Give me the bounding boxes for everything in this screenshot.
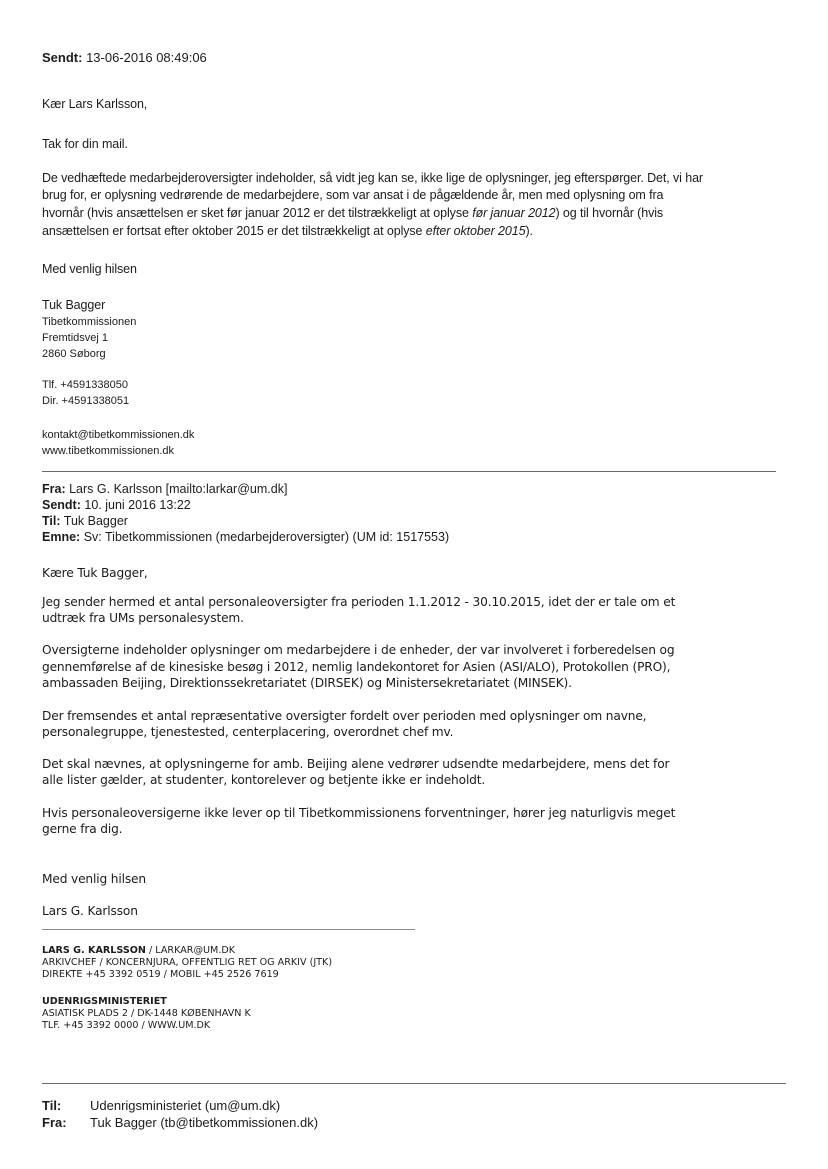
signature-separator (42, 929, 415, 930)
original-p2-line-2: gennemførelse af de kinesiske besøg i 2012, nemlig landekontoret for Asien (ASI/ALO), Protokollen (PRO), (42, 660, 671, 674)
original-p2-line-1: Oversigterne indeholder oplysninger om medarbejdere i de enheder, der var involveret i forberedelsen og (42, 643, 675, 657)
signature-email-link[interactable]: kontakt@tibetkommissionen.dk (42, 429, 195, 441)
signature-name: Tuk Bagger (42, 298, 106, 312)
footer-from-value: Tuk Bagger (tb@tibetkommissionen.dk) (90, 1115, 319, 1130)
original-subject-label: Emne: (42, 530, 81, 544)
formal-signature-name-line (42, 945, 235, 958)
reply-closing: Med venlig hilsen (42, 262, 137, 276)
signature-city: 2860 Søborg (42, 348, 106, 360)
signature-org: Tibetkommissionen (42, 316, 137, 328)
original-p2-line-3: ambassaden Beijing, Direktionssekretariatet (DIRSEK) og Ministersekretariatet (MINSEK). (42, 676, 572, 690)
sent-value: 13-06-2016 08:49:06 (86, 50, 207, 65)
original-greeting: Kære Tuk Bagger, (42, 566, 148, 580)
reply-paragraph-line-1: De vedhæftede medarbejderoversigter indeholder, så vidt jeg kan se, ikke lige de oplysninger, jeg efterspørger. Det, vi har (42, 171, 703, 185)
ministry-name: UDENRIGSMINISTERIET (42, 996, 167, 1007)
original-from-value: Lars G. Karlsson [mailto:larkar@um.dk] (69, 482, 288, 496)
original-subject-line (42, 530, 449, 545)
reply-greeting: Kær Lars Karlsson, (42, 97, 148, 111)
original-from-label: Fra: (42, 482, 66, 496)
original-to-value: Tuk Bagger (63, 514, 128, 528)
original-p4-line-2: alle lister gælder, at studenter, kontorelever og betjente ikke er indeholdt. (42, 773, 486, 787)
original-to-label: Til: (42, 514, 61, 528)
original-sent-line (42, 498, 191, 513)
reply-paragraph-line-2: brug for, er oplysning vedrørende de medarbejdere, som var ansat i de pågældende år, men med oplysning om fra (42, 188, 664, 202)
sent-label: Sendt: (42, 50, 83, 65)
reply-line-3-text-a: hvornår (hvis ansættelsen er sket før januar 2012 er det tilstrækkeligt at oplyse (42, 206, 473, 220)
signature-direct-phone: Dir. +4591338051 (42, 395, 130, 407)
formal-signature-phone: DIREKTE +45 3392 0519 / MOBIL +45 2526 7619 (42, 969, 279, 980)
original-p4-line-1: Det skal nævnes, at oplysningerne for amb. Beijing alene vedrører udsendte medarbejdere, mens det for (42, 757, 670, 771)
formal-signature-email: / LARKAR@UM.DK (145, 945, 236, 956)
message-separator (42, 471, 776, 472)
original-sender-name: Lars G. Karlsson (42, 904, 138, 918)
reply-line-3-text-b: ) og til hvornår (hvis (555, 206, 664, 220)
reply-line-4-text-a: ansættelsen er fortsat efter oktober 2015 er det tilstrækkeligt at oplyse (42, 224, 426, 238)
footer-from-label: Fra: (42, 1115, 67, 1130)
sent-line (42, 50, 207, 65)
original-subject-value: Sv: Tibetkommissionen (medarbejderoversigter) (UM id: 1517553) (83, 530, 450, 544)
reply-paragraph-line-3 (42, 206, 663, 220)
original-p1-line-2: udtræk fra UMs personalesystem. (42, 611, 244, 625)
ministry-address: ASIATISK PLADS 2 / DK-1448 KØBENHAVN K (42, 1008, 251, 1019)
signature-website-link[interactable]: www.tibetkommissionen.dk (42, 445, 175, 457)
reply-line-3-emphasis: før januar 2012 (472, 206, 556, 220)
original-p3-line-2: personalegruppe, tjenestested, centerplacering, overordnet chef mv. (42, 725, 454, 739)
original-p1-line-1: Jeg sender hermed et antal personaleoversigter fra perioden 1.1.2012 - 30.10.2015, idet der er tale om et (42, 595, 676, 609)
reply-line-4-text-b: ). (525, 224, 533, 238)
original-p3-line-1: Der fremsendes et antal repræsentative oversigter fordelt over perioden med oplysninger om navne, (42, 709, 647, 723)
footer-to-label: Til: (42, 1098, 62, 1113)
original-sent-value: 10. juni 2016 13:22 (84, 498, 191, 512)
footer-to-value: Udenrigsministeriet (um@um.dk) (90, 1098, 281, 1113)
reply-thanks: Tak for din mail. (42, 137, 128, 151)
ministry-phone: TLF. +45 3392 0000 / WWW.UM.DK (42, 1020, 211, 1031)
original-p5-line-2: gerne fra dig. (42, 822, 123, 836)
original-p5-line-1: Hvis personaleoversigerne ikke lever op til Tibetkommissionens forventninger, hører jeg naturligvis meget (42, 806, 676, 820)
formal-signature-name: LARS G. KARLSSON (42, 945, 146, 956)
original-to-line (42, 514, 128, 529)
formal-signature-title: ARKIVCHEF / KONCERNJURA, OFFENTLIG RET OG ARKIV (JTK) (42, 957, 333, 968)
signature-phone: Tlf. +4591338050 (42, 379, 128, 391)
signature-street: Fremtidsvej 1 (42, 332, 109, 344)
original-closing: Med venlig hilsen (42, 872, 146, 886)
reply-paragraph-line-4 (42, 224, 533, 238)
footer-separator (42, 1083, 786, 1084)
original-from-line (42, 482, 287, 497)
original-sent-label: Sendt: (42, 498, 81, 512)
reply-line-4-emphasis: efter oktober 2015 (425, 224, 526, 238)
